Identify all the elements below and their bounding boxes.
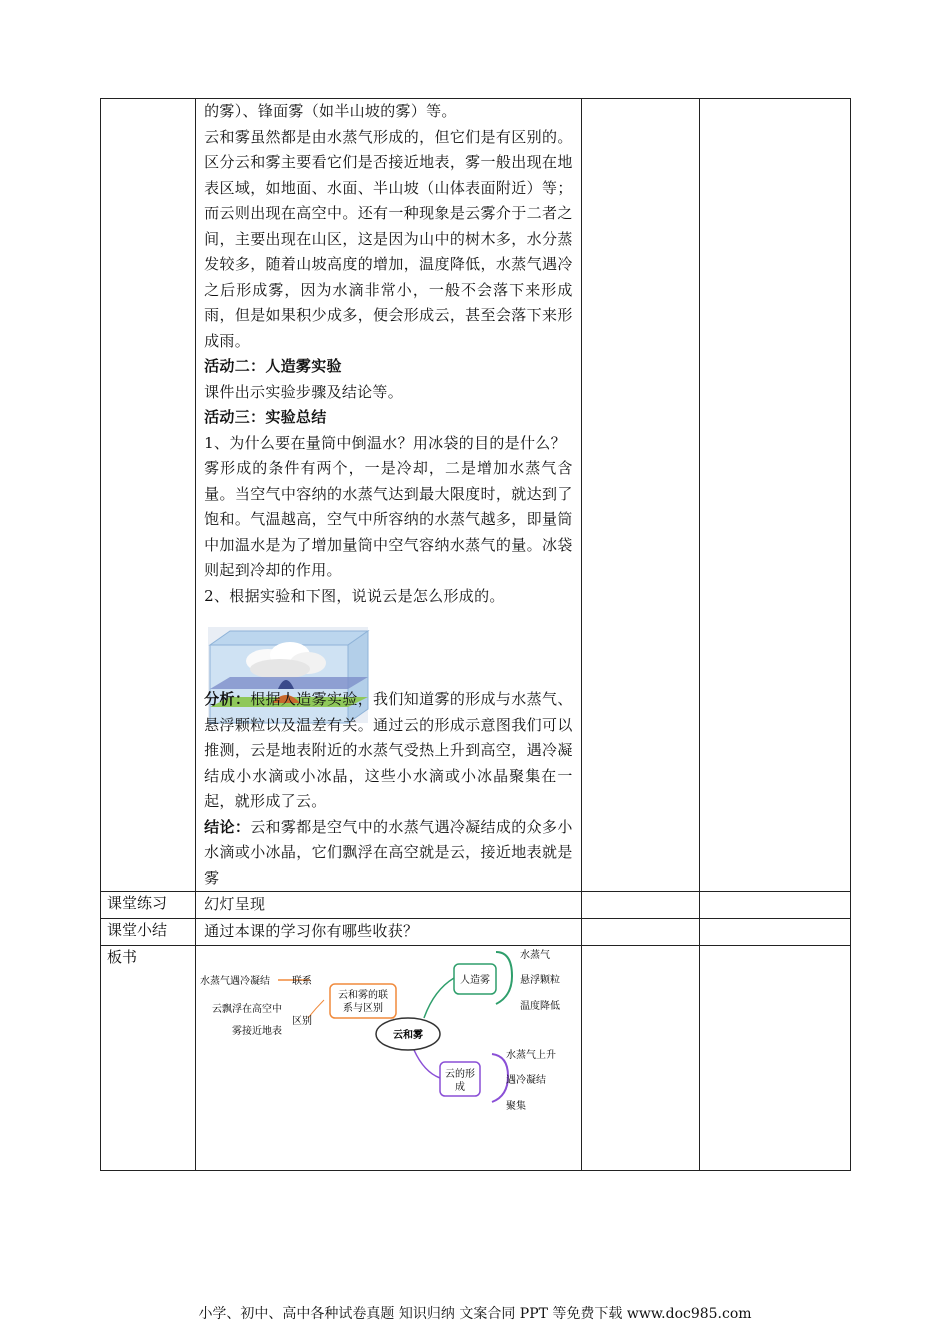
mindmap-left-item: 水蒸气遇冷凝结 [200, 976, 271, 987]
paragraph: 云和雾虽然都是由水蒸气形成的，但它们是有区别的。区分云和雾主要看它们是否接近地表，雾一般出现在地表区域，如地面、水面、半山坡（山体表面附近）等；而云则出现在高空中。还有一种现象是云雾介于二者之间，主要出现在山区，这是因为山中的树木多，水分蒸发较多，随着山坡高度的增加，温度降低，水蒸气遇冷之后形成雾，因为水滴非常小，一般不会落下来形成雨，但是如果积少成多，便会形成云，甚至会落下来形成雨。 [204, 127, 573, 350]
mindmap-left-text-1: 云和雾的联 [338, 990, 389, 1001]
cloud-formation-figure [204, 609, 573, 687]
mindmap-top-item: 水蒸气 [520, 950, 551, 961]
mindmap-bottom-text-1: 云的形 [445, 1069, 476, 1080]
mindmap-bottom-item: 聚集 [506, 1101, 527, 1112]
mindmap-left-item: 雾接近地表 [232, 1026, 283, 1037]
page-footer: 小学、初中、高中各种试卷真题 知识归纳 文案合同 PPT 等免费下载 www.doc985.com [198, 1306, 752, 1322]
mindmap-diagram [196, 946, 580, 1166]
board-label: 板书 [101, 946, 196, 1171]
empty-cell [581, 892, 699, 919]
activity2-title: 活动二：人造雾实验 [204, 357, 342, 375]
mindmap-left-item: 联系 [292, 976, 313, 987]
mindmap-left-text-2: 系与区别 [343, 1003, 384, 1014]
analysis-label: 分析： [204, 690, 251, 708]
mindmap-left-item: 区别 [292, 1016, 313, 1027]
activity2-text: 课件出示实验步骤及结论等。 [204, 382, 404, 401]
analysis-text: 根据人造雾实验，我们知道雾的形成与水蒸气、悬浮颗粒以及温差有关。通过云的形成示意图我们可以推测，云是地表附近的水蒸气受热上升到高空，遇冷凝结成小水滴或小冰晶，这些小水滴或小冰晶聚集在一起，就形成了云。 [204, 690, 573, 810]
board-row [101, 946, 851, 1171]
mindmap-bottom-item: 水蒸气上升 [506, 1050, 557, 1061]
empty-label-cell [101, 99, 196, 892]
practice-label: 课堂练习 [101, 892, 196, 919]
mindmap-bottom-text-2: 成 [455, 1082, 466, 1093]
conclusion-label: 结论： [204, 817, 251, 836]
mindmap-left-item: 云飘浮在高空中 [212, 1004, 283, 1015]
paragraph: 的雾）、锋面雾（如半山坡的雾）等。 [204, 102, 457, 120]
empty-cell [699, 919, 850, 946]
conclusion-paragraph [204, 815, 573, 892]
summary-text-value: 通过本课的学习你有哪些收获？ [204, 922, 419, 940]
empty-cell [699, 946, 850, 1171]
practice-text-value: 幻灯呈现 [204, 895, 266, 913]
conclusion-text: 云和雾都是空气中的水蒸气遇冷凝结成的众多小水滴或小冰晶，它们飘浮在高空就是云，接近地表就是雾 [204, 817, 573, 887]
empty-cell [581, 919, 699, 946]
mindmap-cell [196, 946, 582, 1171]
mindmap-top-item: 悬浮颗粒 [520, 975, 561, 986]
question-2: 2、根据实验和下图，说说云是怎么形成的。 [204, 586, 505, 605]
summary-text [196, 919, 582, 946]
practice-text [196, 892, 582, 919]
mindmap-center-text: 云和雾 [393, 1030, 424, 1041]
summary-label: 课堂小结 [101, 919, 196, 946]
teaching-content-cell [196, 99, 582, 892]
analysis-paragraph [204, 687, 573, 815]
practice-row [101, 892, 851, 919]
empty-cell [699, 892, 850, 919]
mindmap-top-item: 温度降低 [520, 1001, 561, 1012]
summary-row [101, 919, 851, 946]
answer-1: 雾形成的条件有两个，一是冷却，二是增加水蒸气含量。当空气中容纳的水蒸气达到最大限度时，就达到了饱和。气温越高，空气中所容纳的水蒸气越多，即量筒中加温水是为了增加量筒中空气容纳水蒸气的量。冰袋则起到冷却的作用。 [204, 459, 573, 579]
empty-cell [581, 946, 699, 1171]
question-1: 1、为什么要在量筒中倒温水？用冰袋的目的是什么？ [204, 433, 566, 452]
empty-cell [581, 99, 699, 892]
teaching-process-row [101, 99, 851, 892]
activity3-title: 活动三：实验总结 [204, 408, 327, 426]
mindmap-bottom-item: 遇冷凝结 [506, 1075, 547, 1086]
empty-cell [699, 99, 850, 892]
mindmap-top-text: 人造雾 [460, 975, 491, 986]
lesson-plan-table [100, 98, 851, 1171]
